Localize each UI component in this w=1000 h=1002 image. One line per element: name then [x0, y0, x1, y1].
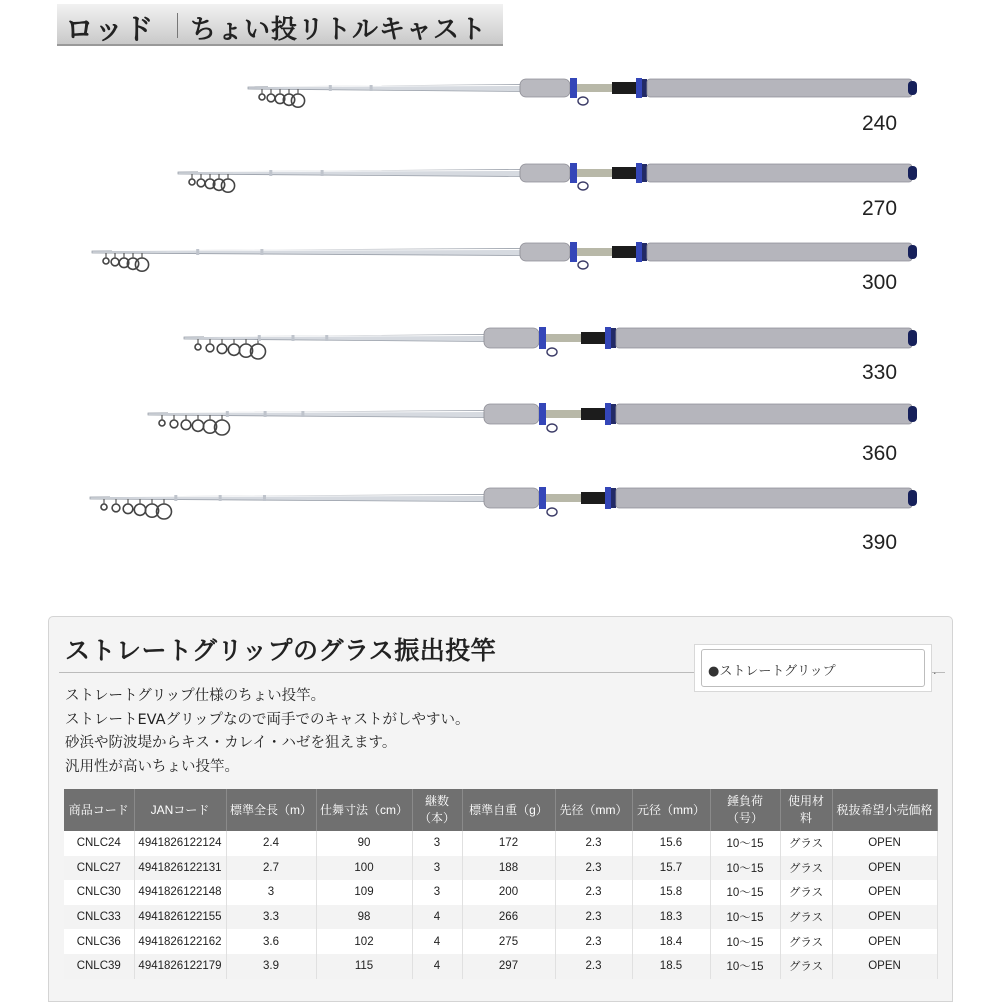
column-header: 使用材料	[780, 789, 832, 831]
column-header: 税抜希望小売価格	[832, 789, 937, 831]
table-cell: 2.3	[555, 905, 632, 930]
header-divider	[177, 13, 178, 38]
table-cell: 4941826122155	[134, 905, 226, 930]
table-row	[64, 856, 937, 881]
table-cell: 10～15	[710, 929, 780, 954]
table-cell: 10～15	[710, 954, 780, 979]
table-cell: 2.3	[555, 831, 632, 856]
table-cell: 4941826122179	[134, 954, 226, 979]
description-line: 砂浜や防波堤からキス・カレイ・ハゼを狙えます。	[65, 735, 397, 751]
product-info-panel	[48, 616, 953, 1002]
table-cell: OPEN	[832, 929, 937, 954]
category-title: ロッド	[65, 12, 155, 46]
rod-4	[0, 326, 1000, 384]
rod-length-label: 300	[862, 271, 898, 294]
table-cell: 3.9	[226, 954, 316, 979]
table-cell: 297	[462, 954, 555, 979]
table-cell: 275	[462, 929, 555, 954]
section-header	[57, 4, 503, 46]
feature-tag	[701, 649, 925, 687]
table-cell: OPEN	[832, 954, 937, 979]
rod-illustration	[0, 240, 1000, 280]
table-cell: CNLC36	[64, 929, 134, 954]
table-cell: グラス	[780, 929, 832, 954]
table-cell: 4941826122124	[134, 831, 226, 856]
rod-6	[0, 486, 1000, 554]
feature-tag-label: ●ストレートグリップ	[708, 664, 836, 679]
table-cell: 3	[412, 880, 462, 905]
rod-length-label: 270	[862, 197, 898, 220]
table-cell: 15.8	[632, 880, 710, 905]
table-cell: 2.3	[555, 954, 632, 979]
table-row	[64, 929, 937, 954]
table-cell: 4941826122131	[134, 856, 226, 881]
table-cell: OPEN	[832, 905, 937, 930]
rod-illustration	[0, 76, 1000, 116]
table-cell: 10～15	[710, 880, 780, 905]
table-cell: 4941826122148	[134, 880, 226, 905]
table-cell: 3	[412, 856, 462, 881]
table-cell: CNLC30	[64, 880, 134, 905]
column-header: 継数（本）	[412, 789, 462, 831]
rod-3	[0, 240, 1000, 294]
table-cell: グラス	[780, 856, 832, 881]
column-header: 仕舞寸法（cm）	[316, 789, 412, 831]
table-cell: OPEN	[832, 880, 937, 905]
table-cell: 200	[462, 880, 555, 905]
rod-1	[0, 76, 1000, 135]
rod-length-label: 330	[862, 361, 898, 384]
table-cell: CNLC24	[64, 831, 134, 856]
column-header: 商品コード	[64, 789, 134, 831]
table-cell: グラス	[780, 954, 832, 979]
table-cell: 100	[316, 856, 412, 881]
table-cell: 4941826122162	[134, 929, 226, 954]
rod-length-label: 390	[862, 531, 898, 554]
table-cell: 188	[462, 856, 555, 881]
product-line-title: ちょい投リトルキャスト	[190, 15, 488, 45]
table-cell: グラス	[780, 905, 832, 930]
table-cell: 2.3	[555, 929, 632, 954]
rod-length-label: 240	[862, 112, 898, 135]
table-cell: 18.5	[632, 954, 710, 979]
table-cell: 3.6	[226, 929, 316, 954]
table-cell: 2.4	[226, 831, 316, 856]
rod-illustration	[0, 161, 1000, 201]
table-cell: 266	[462, 905, 555, 930]
table-cell: 109	[316, 880, 412, 905]
table-row	[64, 880, 937, 905]
table-row	[64, 954, 937, 979]
column-header: 先径（mm）	[555, 789, 632, 831]
description-line: ストレートグリップ仕様のちょい投竿。	[65, 688, 326, 704]
rod-illustration	[0, 486, 1000, 526]
column-header: 標準自重（g）	[462, 789, 555, 831]
table-row	[64, 831, 937, 856]
column-header: 標準全長（m）	[226, 789, 316, 831]
table-cell: 3.3	[226, 905, 316, 930]
table-cell: 15.7	[632, 856, 710, 881]
spec-table	[64, 789, 938, 979]
table-cell: 3	[412, 831, 462, 856]
table-cell: OPEN	[832, 831, 937, 856]
table-cell: 115	[316, 954, 412, 979]
rod-2	[0, 161, 1000, 220]
product-heading: ストレートグリップのグラス振出投竿	[65, 636, 497, 665]
rod-5	[0, 402, 1000, 465]
table-cell: 4	[412, 929, 462, 954]
table-cell: CNLC39	[64, 954, 134, 979]
table-cell: グラス	[780, 880, 832, 905]
table-cell: 4	[412, 905, 462, 930]
table-cell: OPEN	[832, 856, 937, 881]
table-cell: 90	[316, 831, 412, 856]
table-cell: 102	[316, 929, 412, 954]
column-header: 元径（mm）	[632, 789, 710, 831]
table-cell: 4	[412, 954, 462, 979]
rod-length-label: 360	[862, 442, 898, 465]
column-header: 錘負荷（号）	[710, 789, 780, 831]
table-cell: CNLC27	[64, 856, 134, 881]
description-line: ストレートEVAグリップなので両手でのキャストがしやすい。	[65, 711, 470, 728]
table-cell: 2.3	[555, 880, 632, 905]
table-cell: 18.4	[632, 929, 710, 954]
table-cell: CNLC33	[64, 905, 134, 930]
rod-illustration	[0, 326, 1000, 366]
table-cell: 15.6	[632, 831, 710, 856]
table-cell: 10～15	[710, 856, 780, 881]
rod-illustration	[0, 402, 1000, 442]
table-cell: 2.3	[555, 856, 632, 881]
table-cell: 10～15	[710, 905, 780, 930]
table-cell: 3	[226, 880, 316, 905]
table-cell: 2.7	[226, 856, 316, 881]
table-cell: 10～15	[710, 831, 780, 856]
description-line: 汎用性が高いちょい投竿。	[65, 758, 239, 775]
column-header: JANコード	[134, 789, 226, 831]
table-cell: グラス	[780, 831, 832, 856]
table-cell: 18.3	[632, 905, 710, 930]
table-row	[64, 905, 937, 930]
table-cell: 98	[316, 905, 412, 930]
table-cell: 172	[462, 831, 555, 856]
product-description	[65, 685, 470, 779]
spec-table-header	[64, 789, 937, 831]
feature-tag-suffix: .	[933, 664, 937, 677]
feature-tag-box	[694, 644, 932, 692]
